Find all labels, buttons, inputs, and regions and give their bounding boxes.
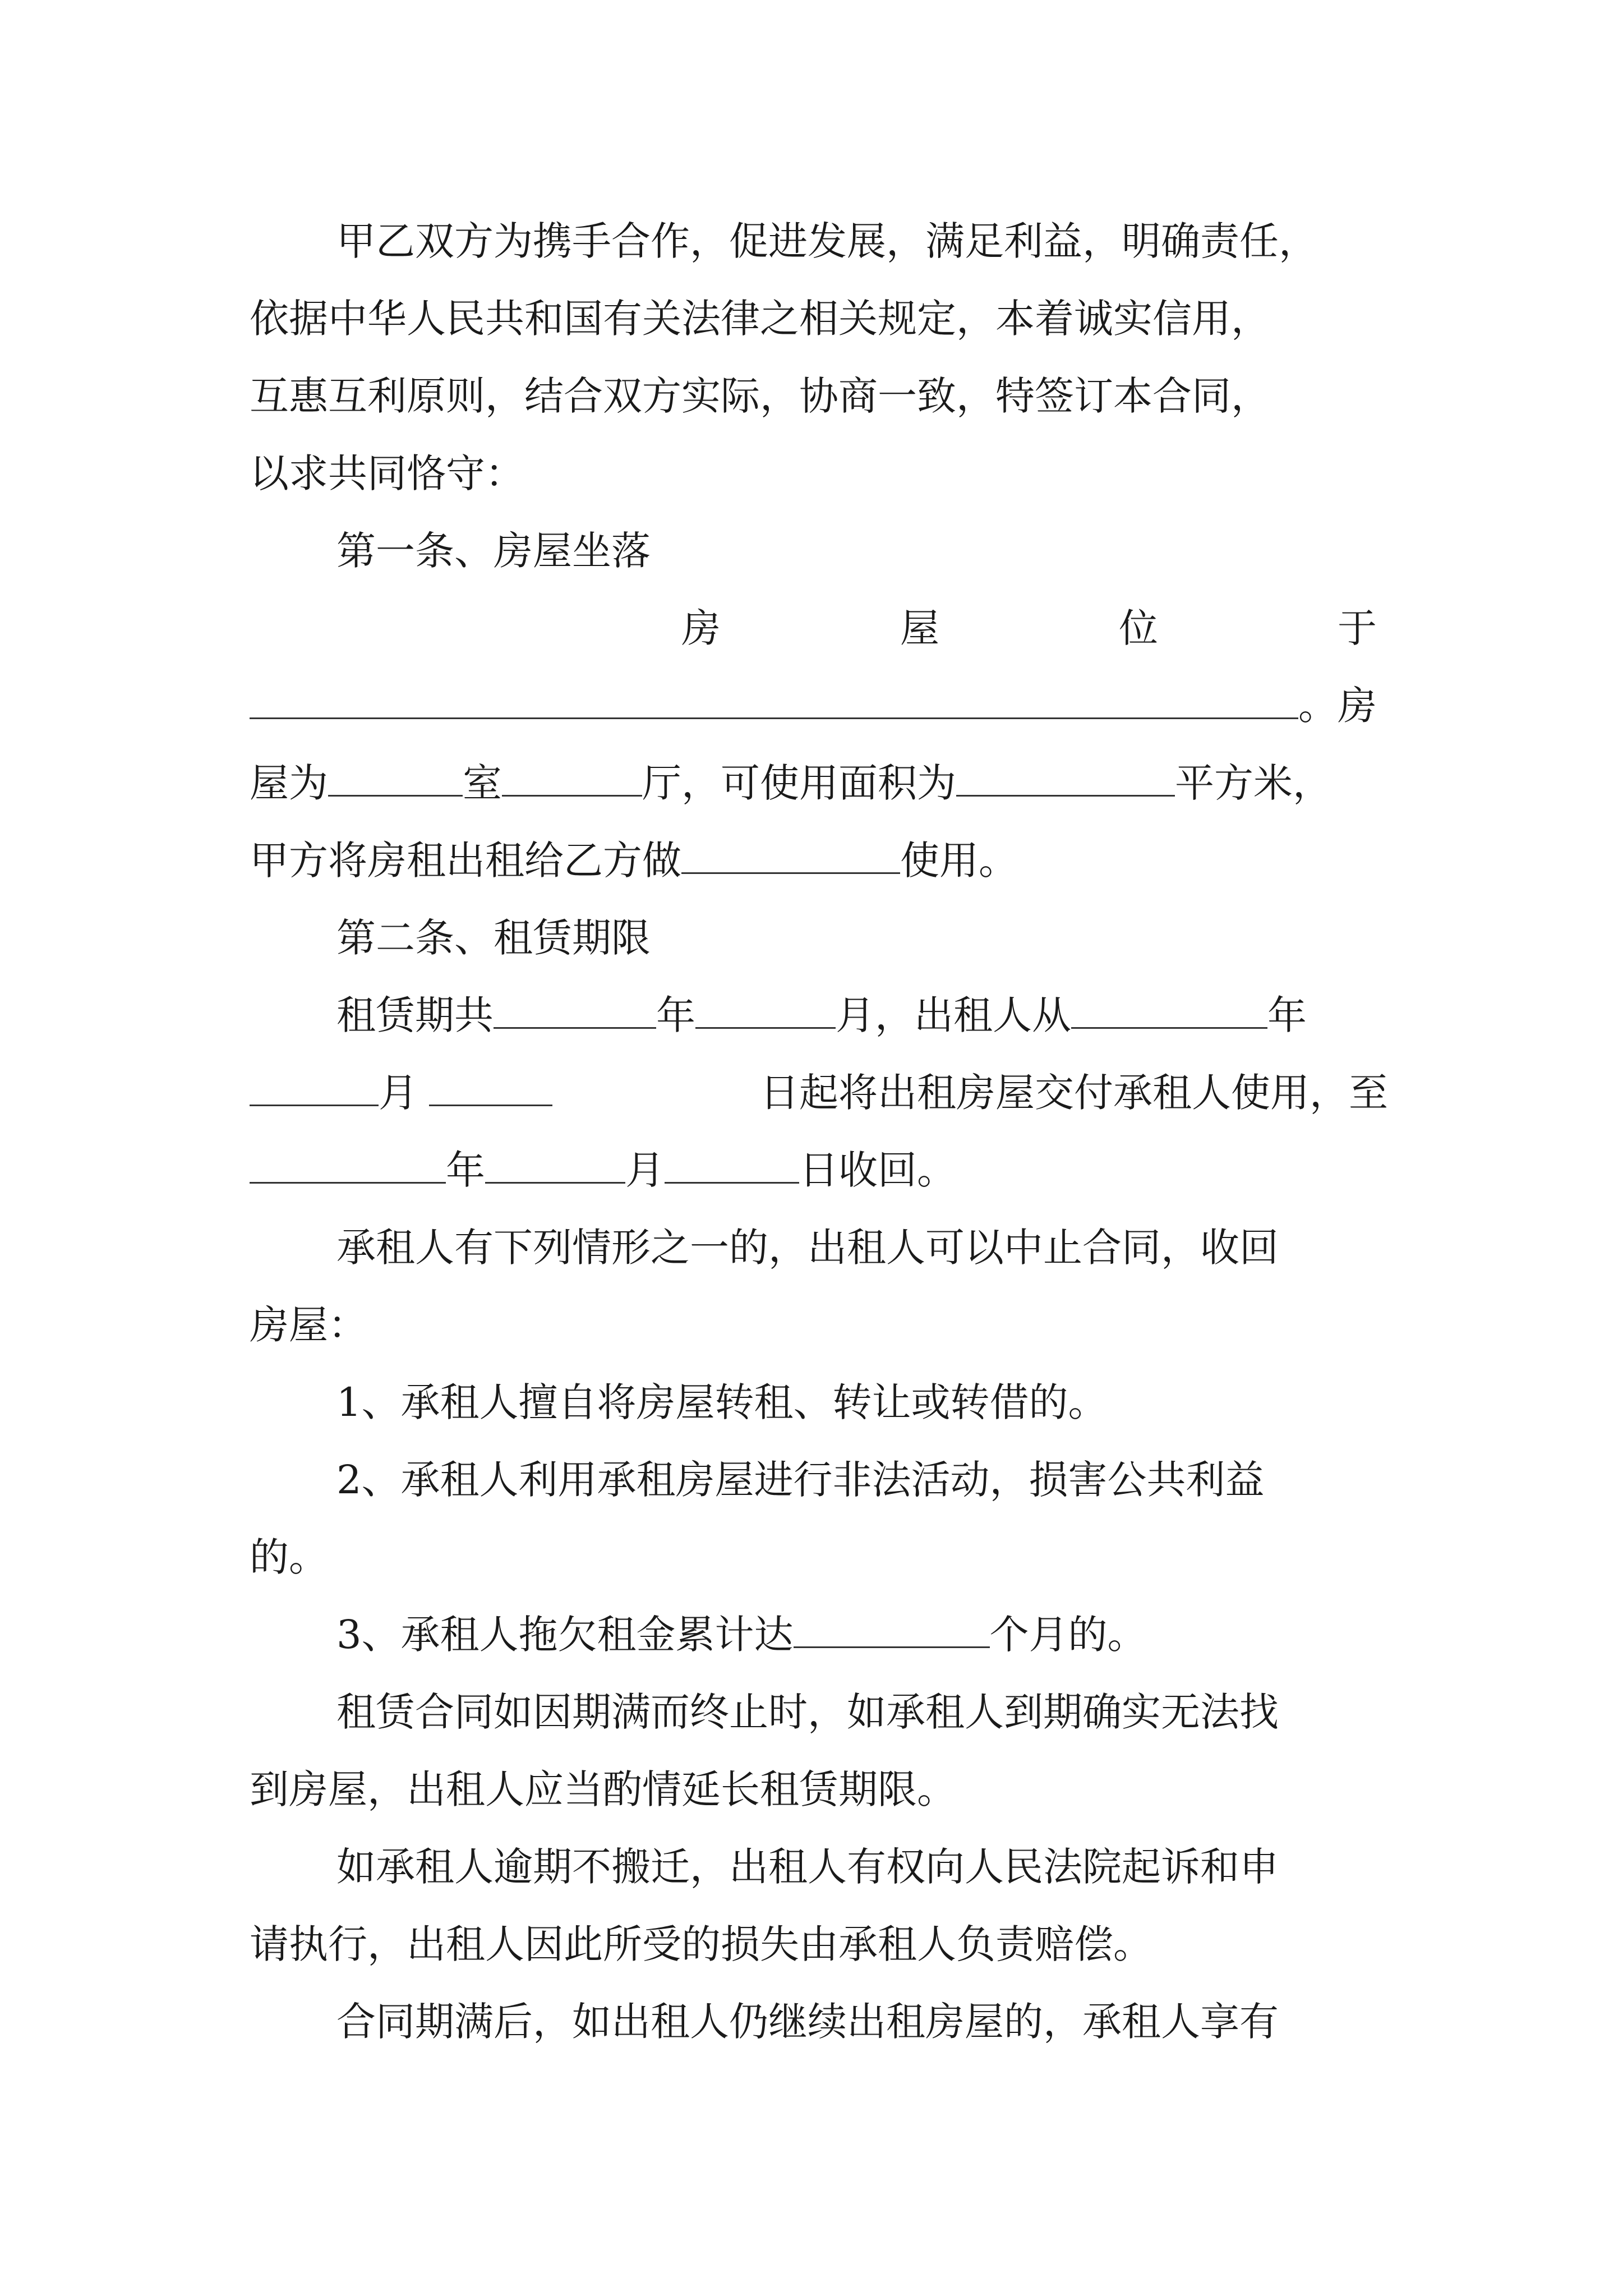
end-day-blank[interactable] [665, 1142, 799, 1184]
halls-blank[interactable] [502, 754, 642, 797]
overdue-line-1 [336, 1833, 1475, 1901]
article-1-heading [336, 517, 1475, 585]
clause-item-3 [336, 1601, 1475, 1668]
termination-text-1: 承租人有下列情形之一的，出租人可以中止合同，收回 [336, 1225, 1279, 1271]
term-line-1 [336, 982, 1475, 1049]
address-blank[interactable] [250, 677, 1298, 719]
intro-text-1: 甲乙双方为携手合作，促进发展，满足利益，明确责任， [336, 218, 1318, 264]
term-years-blank[interactable] [494, 987, 656, 1029]
term-text-c: 月，出租人从 [836, 992, 1071, 1038]
termination-line-1 [336, 1214, 1475, 1281]
address-line [250, 672, 1388, 739]
location-char-1: 房 [681, 605, 721, 651]
end-year-blank[interactable] [250, 1142, 446, 1184]
end-month-blank[interactable] [485, 1142, 625, 1184]
termination-text-2: 房屋： [250, 1302, 367, 1348]
location-char-3: 位 [1119, 605, 1158, 651]
clause-item-1-text: 1、承租人擅自将房屋转租、转让或转借的。 [336, 1379, 1108, 1425]
renewal-text-1: 合同期满后，如出租人仍继续出租房屋的，承租人享有 [336, 1999, 1279, 2045]
overdue-text-2: 请执行，出租人因此所受的损失由承租人负责赔偿。 [250, 1921, 1152, 1967]
usage-text-b: 使用。 [900, 838, 1018, 884]
expiry-line-2 [250, 1756, 1388, 1823]
clause-item-3-text-b: 个月的。 [989, 1612, 1147, 1658]
term-text-d: 年 [1267, 992, 1307, 1038]
intro-text-4: 以求共同恪守： [250, 450, 524, 496]
clause-item-2-line-2 [250, 1524, 1388, 1591]
clause-item-3-text-a: 3、承租人拖欠租金累计达 [336, 1612, 794, 1658]
area-text-c: 厅，可使用面积为 [642, 760, 956, 806]
start-year-blank[interactable] [1071, 987, 1267, 1029]
article-2-heading-text: 第二条、租赁期限 [336, 915, 651, 961]
overdue-text-1: 如承租人逾期不搬迁，出租人有权向人民法院起诉和申 [336, 1844, 1279, 1890]
term-line-2 [250, 1059, 1388, 1126]
usage-line [250, 827, 1388, 894]
article-2-heading [336, 904, 1475, 972]
term-months-blank[interactable] [695, 987, 836, 1029]
rooms-blank[interactable] [328, 754, 463, 797]
usage-blank[interactable] [681, 832, 900, 874]
expiry-text-2: 到房屋，出租人应当酌情延长租赁期限。 [250, 1766, 956, 1812]
term-line-3 [250, 1137, 1388, 1204]
area-text-d: 平方米， [1175, 760, 1332, 806]
area-text-a: 屋为 [250, 760, 328, 806]
start-day-blank[interactable] [429, 1064, 552, 1106]
intro-line-4 [250, 440, 1388, 507]
intro-line-1 [336, 208, 1380, 275]
term-text-g: 年 [446, 1147, 485, 1193]
start-month-blank[interactable] [250, 1064, 379, 1106]
arrears-months-blank[interactable] [794, 1606, 990, 1648]
intro-text-3: 互惠互利原则，结合双方实际，协商一致，特签订本合同， [250, 373, 1270, 419]
term-text-i: 日收回。 [799, 1147, 956, 1193]
usage-text-a: 甲方将房租出租给乙方做 [250, 838, 681, 884]
area-line [250, 749, 1388, 817]
intro-text-2: 依据中华人民共和国有关法律之相关规定，本着诚实信用， [250, 296, 1270, 342]
clause-item-1 [336, 1369, 1475, 1436]
intro-line-3 [250, 362, 1388, 430]
area-blank[interactable] [956, 754, 1175, 797]
termination-line-2 [250, 1291, 1388, 1359]
article-1-heading-text: 第一条、房屋坐落 [336, 528, 651, 574]
term-text-h: 月 [625, 1147, 665, 1193]
term-text-b: 年 [656, 992, 695, 1038]
location-spaced-line [681, 595, 1377, 662]
term-text-a: 租赁期共 [336, 992, 494, 1038]
expiry-line-1 [336, 1678, 1475, 1746]
term-text-f: 日起将出租房屋交付承租人使用，至 [760, 1070, 1388, 1116]
term-text-e: 月 [379, 1070, 418, 1116]
area-text-b: 室 [463, 760, 502, 806]
address-end-text: 。房 [1298, 683, 1377, 729]
renewal-line-1 [336, 1988, 1475, 2055]
location-char-2: 屋 [900, 605, 939, 651]
clause-item-2-line-1 [336, 1446, 1475, 1513]
clause-item-2-text-1: 2、承租人利用承租房屋进行非法活动，损害公共利益 [336, 1457, 1265, 1503]
clause-item-2-text-2: 的。 [250, 1534, 328, 1580]
overdue-line-2 [250, 1911, 1388, 1978]
intro-line-2 [250, 285, 1388, 352]
expiry-text-1: 租赁合同如因期满而终止时，如承租人到期确实无法找 [336, 1689, 1279, 1735]
location-char-4: 于 [1338, 605, 1377, 651]
